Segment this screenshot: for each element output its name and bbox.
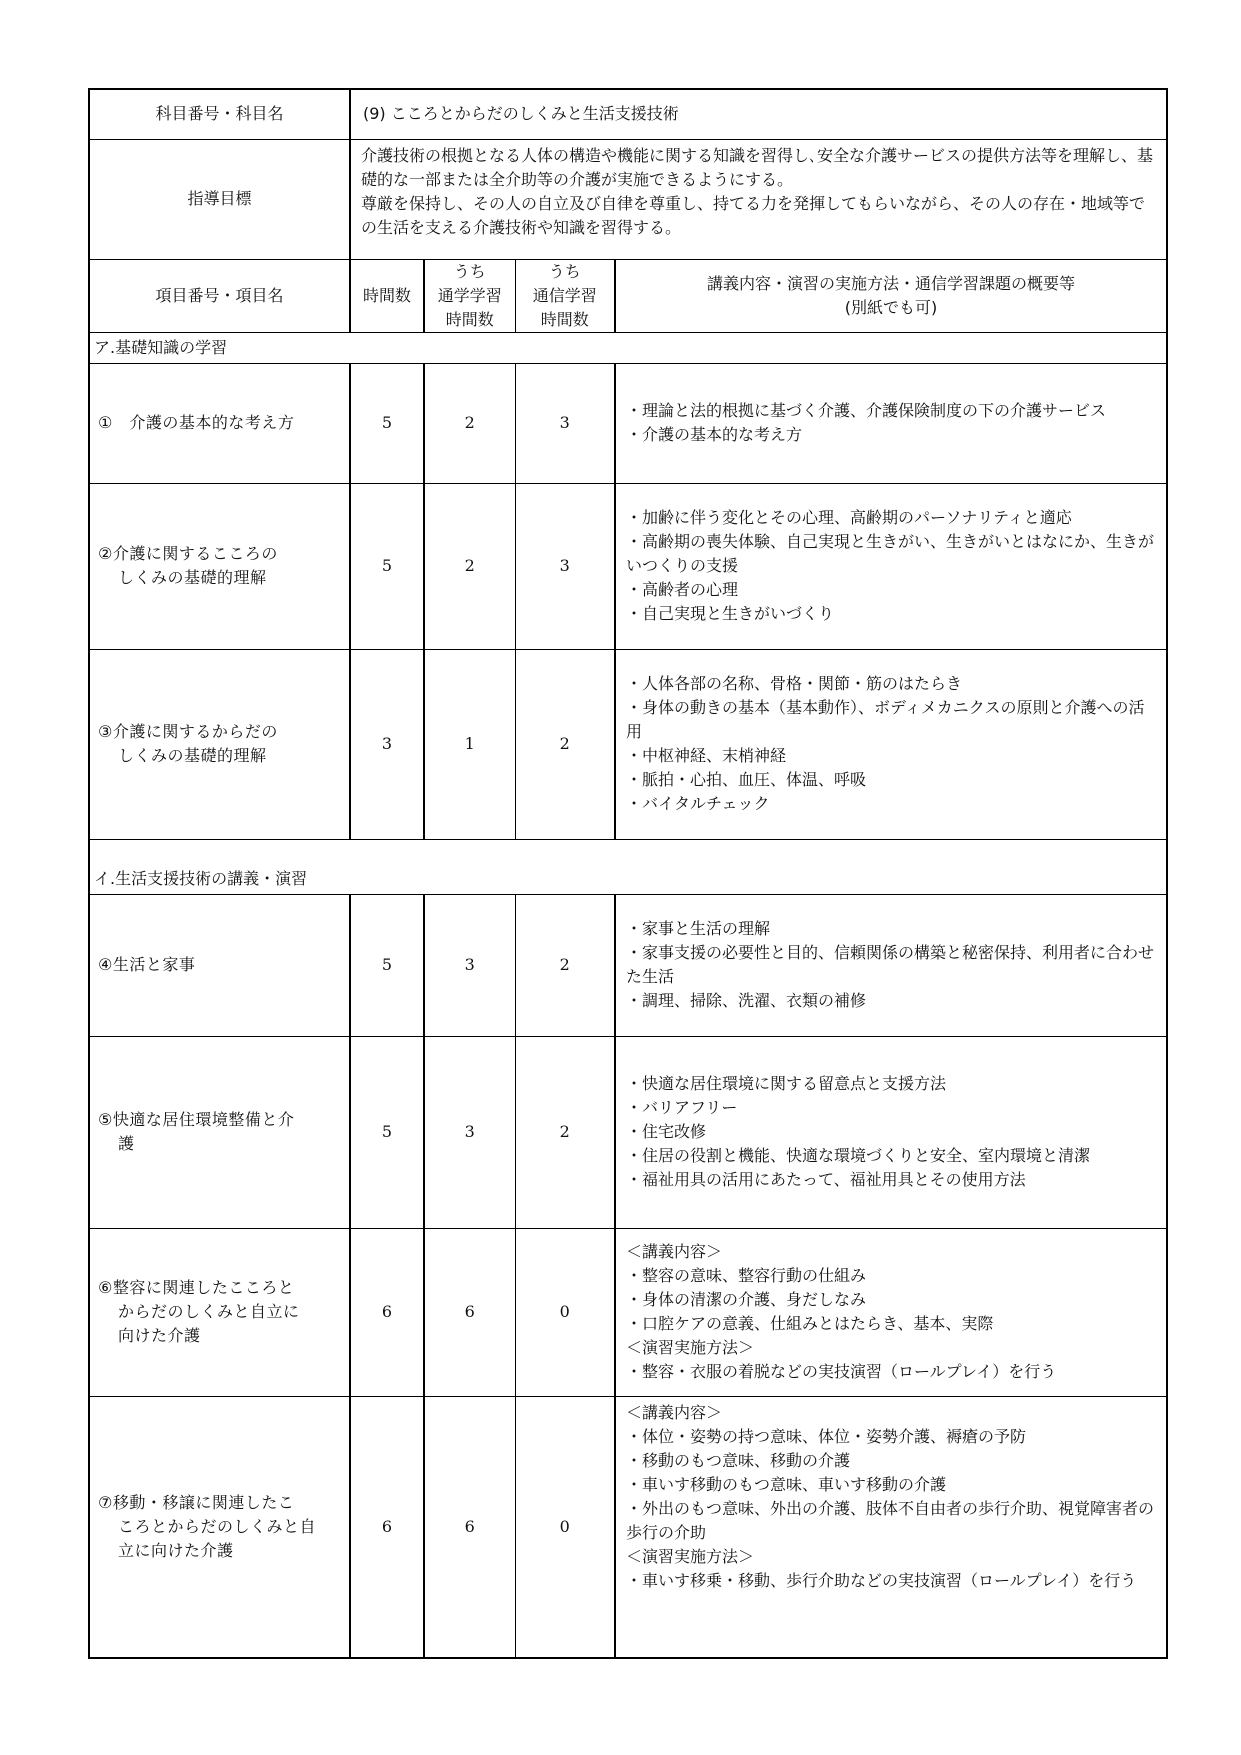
table-row xyxy=(89,483,1167,649)
list-item: ・高齢者の心理 xyxy=(626,580,739,599)
list-item: ・高齢期の喪失体験、自己実現と生きがい、生きがいとはなにか、生きがいつくりの支援 xyxy=(626,532,1155,575)
list-item: ・口腔ケアの意義、仕組みとはたらき、基本、実際 xyxy=(626,1314,994,1333)
item-6-hours: 6 xyxy=(350,1228,424,1396)
header-item: 項目番号・項目名 xyxy=(89,259,350,332)
table-row xyxy=(89,1036,1167,1228)
item-5-hours: 5 xyxy=(350,1036,424,1228)
list-item: ・体位・姿勢の持つ意味、体位・姿勢介護、褥瘡の予防 xyxy=(626,1426,1027,1446)
item-6-name-line2: からだのしくみと自立に xyxy=(118,1302,300,1321)
item-1-hours: 5 xyxy=(350,363,424,483)
header-content-line1: 講義内容・演習の実施方法・通信学習課題の概要等 xyxy=(707,273,1076,293)
header-school-line2: 通学学習 xyxy=(437,285,502,305)
item-7-content xyxy=(615,1396,1167,1658)
curriculum-table xyxy=(88,88,1168,1659)
list-item: ・調理、掃除、洗濯、衣類の補修 xyxy=(626,991,867,1010)
header-school-line3: 時間数 xyxy=(445,309,494,329)
header-school-hours xyxy=(424,259,515,332)
item-2-name-line2: しくみの基礎的理解 xyxy=(118,568,267,587)
item-7-name-line3: 立に向けた介護 xyxy=(118,1540,234,1560)
header-hours: 時間数 xyxy=(350,259,424,332)
table-row xyxy=(89,363,1167,483)
item-4-content xyxy=(615,894,1167,1036)
item-4-name xyxy=(89,894,350,1036)
header-corr-line2: 通信学習 xyxy=(532,285,597,305)
goal-paragraph-2: 尊厳を保持し、その人の自立及び自律を尊重し、持てる力を発揮してもらいながら、その人の存在・地域等での生活を支える介護技術や知識を習得する。 xyxy=(361,193,1146,237)
list-item: ・バイタルチェック xyxy=(626,794,770,813)
item-5-name-line2: 護 xyxy=(118,1134,135,1153)
list-item: ・移動のもつ意味、移動の介護 xyxy=(626,1450,851,1470)
item-5-name-line1: ⑤快適な居住環境整備と介 xyxy=(98,1110,295,1129)
item-2-name xyxy=(89,483,350,649)
subject-row xyxy=(89,89,1167,139)
goal-text xyxy=(350,139,1167,259)
item-2-name-line1: ②介護に関するこころの xyxy=(98,544,278,563)
item-2-school: 2 xyxy=(424,483,515,649)
item-1-corr: 3 xyxy=(515,363,615,483)
item-6-school: 6 xyxy=(424,1228,515,1396)
item-1-school: 2 xyxy=(424,363,515,483)
item-3-name-line1: ③介護に関するからだの xyxy=(98,722,278,741)
section-a-title: ア.基礎知識の学習 xyxy=(89,332,1167,363)
list-item: ・自己実現と生きがいづくり xyxy=(626,604,835,623)
goal-row xyxy=(89,139,1167,259)
list-item: ・快適な居住環境に関する留意点と支援方法 xyxy=(626,1074,947,1093)
list-item: ・外出のもつ意味、外出の介護、肢体不自由者の歩行介助、視覚障害者の歩行の介助 xyxy=(626,1498,1155,1542)
list-item: ・理論と法的根拠に基づく介護、介護保険制度の下の介護サービス xyxy=(626,401,1107,420)
spacer-row xyxy=(89,839,1167,864)
item-5-school: 3 xyxy=(424,1036,515,1228)
list-item: ・家事支援の必要性と目的、信頼関係の構築と秘密保持、利用者に合わせた生活 xyxy=(626,943,1155,986)
list-item: ・中枢神経、末梢神経 xyxy=(626,746,787,765)
item-4-corr: 2 xyxy=(515,894,615,1036)
item-6-name xyxy=(89,1228,350,1396)
list-item: ＜講義内容＞ xyxy=(626,1402,723,1422)
list-item: ・車いす移動のもつ意味、車いす移動の介護 xyxy=(626,1474,947,1494)
list-item: ・整容の意味、整容行動の仕組み xyxy=(626,1266,867,1285)
item-1-name xyxy=(89,363,350,483)
list-item: ・バリアフリー xyxy=(626,1098,738,1117)
subject-label: 科目番号・科目名 xyxy=(89,89,350,139)
section-row-b xyxy=(89,864,1167,895)
item-4-hours: 5 xyxy=(350,894,424,1036)
list-item: ＜講義内容＞ xyxy=(626,1242,723,1261)
goal-paragraph-1: 介護技術の根拠となる人体の構造や機能に関する知識を習得し､安全な介護サービスの提供方法等を理解し、基礎的な一部または全介助等の介護が実施できるようにする。 xyxy=(361,145,1154,189)
item-4-name-line1: ④生活と家事 xyxy=(98,955,196,974)
item-3-corr: 2 xyxy=(515,649,615,839)
item-6-name-line1: ⑥整容に関連したこころと xyxy=(98,1278,295,1297)
item-3-school: 1 xyxy=(424,649,515,839)
item-3-content xyxy=(615,649,1167,839)
list-item: ・身体の清潔の介護、身だしなみ xyxy=(626,1290,867,1309)
header-corr-line1: うち xyxy=(548,261,581,281)
item-5-name xyxy=(89,1036,350,1228)
list-item: ・整容・衣服の着脱などの実技演習（ロールプレイ）を行う xyxy=(626,1362,1057,1381)
list-item: ・加齢に伴う変化とその心理、高齢期のパーソナリティと適応 xyxy=(626,508,1072,527)
list-item: ＜演習実施方法＞ xyxy=(626,1546,755,1566)
item-2-hours: 5 xyxy=(350,483,424,649)
header-school-line1: うち xyxy=(453,261,486,281)
item-3-name xyxy=(89,649,350,839)
item-1-content xyxy=(615,363,1167,483)
list-item: ・家事と生活の理解 xyxy=(626,919,771,938)
item-7-hours: 6 xyxy=(350,1396,424,1658)
item-4-school: 3 xyxy=(424,894,515,1036)
item-3-hours: 3 xyxy=(350,649,424,839)
item-7-corr: 0 xyxy=(515,1396,615,1658)
item-3-name-line2: しくみの基礎的理解 xyxy=(118,746,267,765)
item-2-corr: 3 xyxy=(515,483,615,649)
list-item: ・福祉用具の活用にあたって、福祉用具とその使用方法 xyxy=(626,1170,1026,1189)
section-b-title: イ.生活支援技術の講義・演習 xyxy=(89,864,1167,895)
table-row xyxy=(89,649,1167,839)
list-item: ・身体の動きの基本（基本動作）、ボディメカニクスの原則と介護への活用 xyxy=(626,698,1145,741)
item-1-name-line1: ① 介護の基本的な考え方 xyxy=(98,413,295,432)
list-item: ・住宅改修 xyxy=(626,1122,707,1141)
header-corr-line3: 時間数 xyxy=(540,309,589,329)
table-row xyxy=(89,1228,1167,1396)
item-6-content xyxy=(615,1228,1167,1396)
item-5-corr: 2 xyxy=(515,1036,615,1228)
header-corr-hours xyxy=(515,259,615,332)
item-6-corr: 0 xyxy=(515,1228,615,1396)
item-6-name-line3: 向けた介護 xyxy=(118,1326,201,1345)
item-7-name-line1: ⑦移動・移譲に関連したこ xyxy=(98,1492,295,1512)
column-header-row xyxy=(89,259,1167,332)
item-7-name-line2: ころとからだのしくみと自 xyxy=(118,1516,317,1536)
header-content-line2: (別紙でも可) xyxy=(844,297,938,317)
list-item: ・住居の役割と機能、快適な環境づくりと安全、室内環境と清潔 xyxy=(626,1146,1091,1165)
subject-name: (9) こころとからだのしくみと生活支援技術 xyxy=(350,89,1167,139)
list-item: ・人体各部の名称、骨格・関節・筋のはたらき xyxy=(626,674,963,693)
list-item: ＜演習実施方法＞ xyxy=(626,1338,755,1357)
goal-label: 指導目標 xyxy=(89,139,350,259)
table-row xyxy=(89,894,1167,1036)
item-5-content xyxy=(615,1036,1167,1228)
list-item: ・介護の基本的な考え方 xyxy=(626,425,803,444)
item-2-content xyxy=(615,483,1167,649)
list-item: ・車いす移乗・移動、歩行介助などの実技演習（ロールプレイ）を行う xyxy=(626,1570,1137,1590)
section-row-a xyxy=(89,332,1167,363)
header-content xyxy=(615,259,1167,332)
item-7-name xyxy=(89,1396,350,1658)
table-row xyxy=(89,1396,1167,1658)
list-item: ・脈拍・心拍、血圧、体温、呼吸 xyxy=(626,770,867,789)
item-7-school: 6 xyxy=(424,1396,515,1658)
